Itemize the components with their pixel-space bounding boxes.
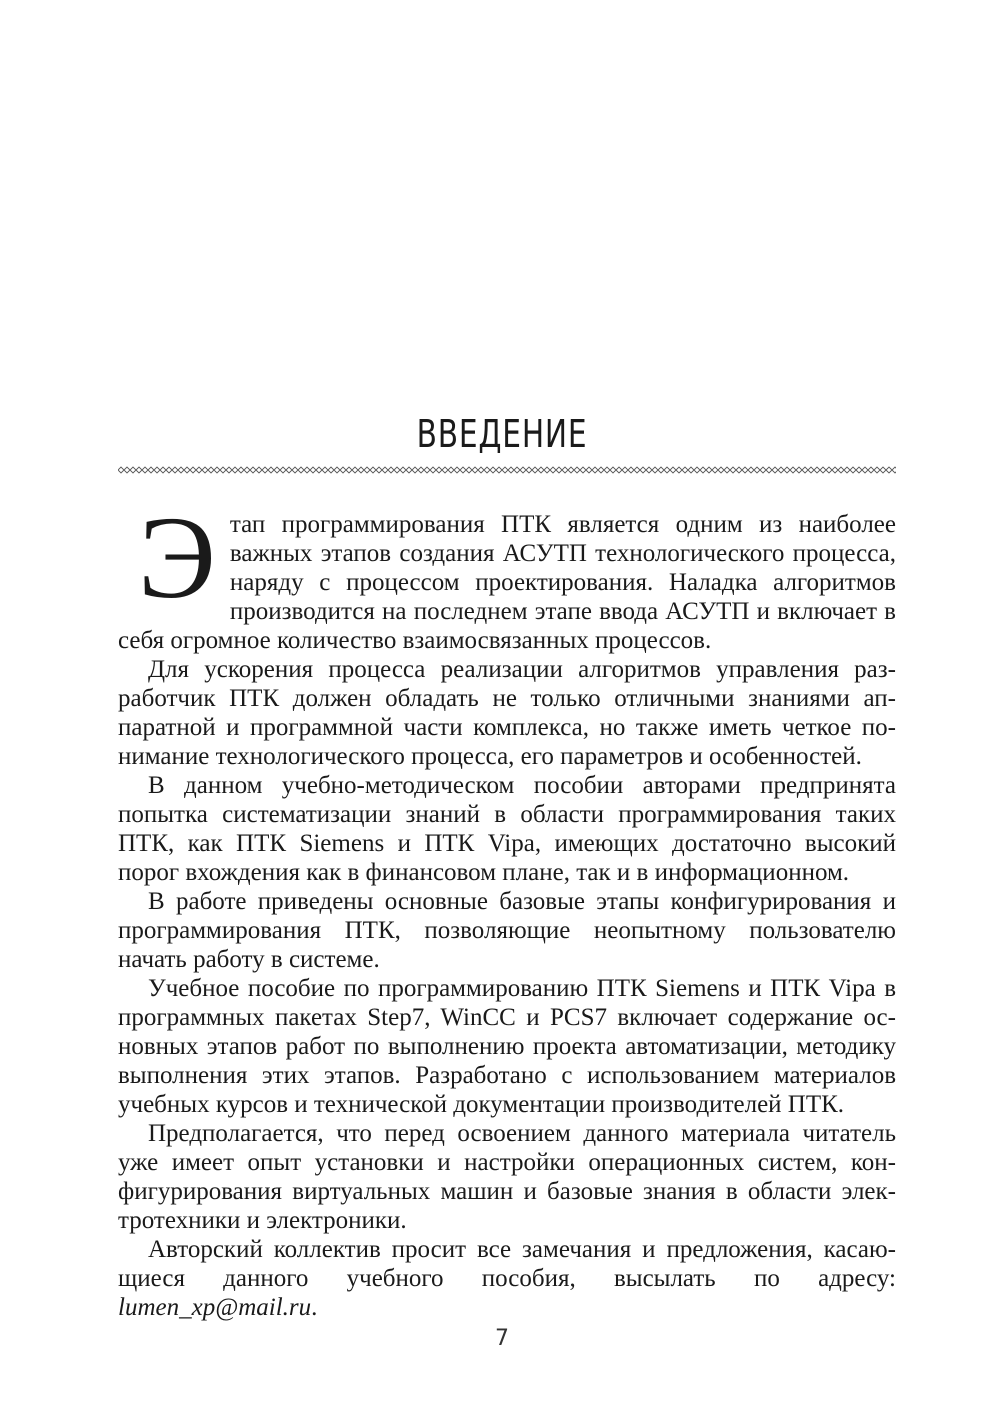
chapter-title: ВВЕДЕНИЕ	[416, 412, 588, 456]
intro-paragraph-2: Для ускорения процесса реализации алгоритмов управления разработчик ПТК должен обладать не только отличными знаниями аппаратной и программной части комплекса, но также иметь четкое понимание технологического процесса, его параметров и особенностей.	[118, 656, 896, 770]
intro-paragraph-4: В работе приведены основные базовые этапы конфигурирования и программирования ПТК, позволяющие неопытному пользователю начать работу в системе.	[118, 888, 896, 973]
intro-paragraph-1-text: тап программирования ПТК является одним из наиболее важных этапов создания АСУТП технологического процесса, наряду с процессом проектирования. Наладка алгоритмов производится на последнем этапе ввода АСУТП и включает в себя огромное количество взаимосвязанных процессов.	[118, 511, 896, 654]
introduction-body	[118, 492, 896, 1322]
intro-paragraph-7	[118, 1235, 896, 1322]
contact-email: lumen_xp@mail.ru	[118, 1294, 312, 1321]
ornamental-divider	[118, 465, 896, 475]
closing-period: .	[311, 1294, 318, 1321]
drop-cap-letter: Э	[138, 492, 216, 623]
intro-paragraph-5: Учебное пособие по программированию ПТК Siemens и ПТК Vipa в программных пакетах Step7, WinCC и PCS7 включает содержание основных этапов работ по выполнению проекта автоматизации, методику выполнения этих этапов. Разработано с использованием материалов учебных курсов и технической документации производителей ПТК.	[118, 975, 896, 1118]
intro-paragraph-3: В данном учебно-методическом пособии авторами предпринята попытка систематизации знаний в области программирования таких ПТК, как ПТК Siemens и ПТК Vipa, имеющих достаточно высокий порог вхождения как в финансовом плане, так и в информационном.	[118, 772, 896, 886]
page-number: 7	[495, 1326, 509, 1351]
closing-text: Авторский коллектив просит все замечания и предложения, касающиеся данного учебного пособия, высылать по адресу:	[118, 1236, 896, 1292]
intro-paragraph-1	[118, 492, 896, 655]
intro-paragraph-6: Предполагается, что перед освоением данного материала читатель уже имеет опыт установки и настройки операционных систем, конфигурирования виртуальных машин и базовые знания в области электротехники и электроники.	[118, 1120, 896, 1234]
